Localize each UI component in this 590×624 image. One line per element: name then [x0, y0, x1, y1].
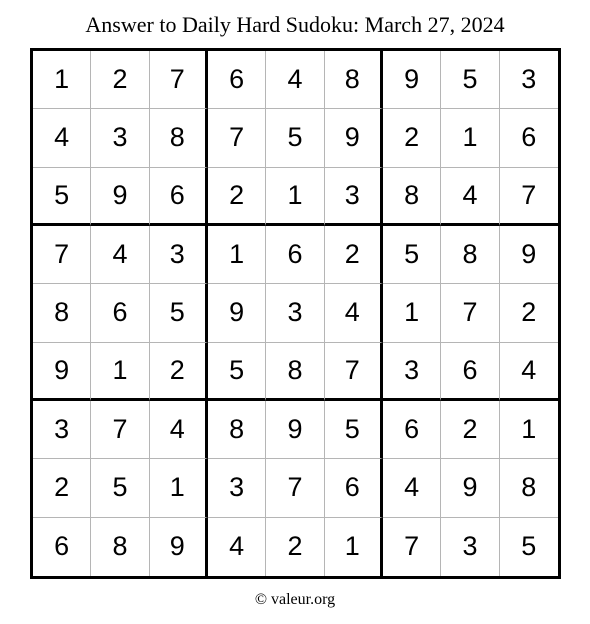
sudoku-cell-r1-c8: 5: [441, 51, 499, 109]
sudoku-cell-r7-c9: 1: [500, 401, 558, 459]
sudoku-cell-r8-c6: 6: [325, 459, 383, 517]
sudoku-cell-r8-c1: 2: [33, 459, 91, 517]
sudoku-cell-r6-c3: 2: [150, 343, 208, 401]
sudoku-cell-r3-c6: 3: [325, 168, 383, 226]
sudoku-cell-r2-c5: 5: [266, 109, 324, 167]
sudoku-cell-r8-c3: 1: [150, 459, 208, 517]
sudoku-cell-r3-c8: 4: [441, 168, 499, 226]
sudoku-cell-r5-c2: 6: [91, 284, 149, 342]
sudoku-cell-r3-c7: 8: [383, 168, 441, 226]
sudoku-cell-r6-c4: 5: [208, 343, 266, 401]
sudoku-cell-r9-c8: 3: [441, 518, 499, 576]
sudoku-cell-r8-c9: 8: [500, 459, 558, 517]
sudoku-cell-r9-c7: 7: [383, 518, 441, 576]
sudoku-cell-r1-c5: 4: [266, 51, 324, 109]
sudoku-cell-r5-c7: 1: [383, 284, 441, 342]
sudoku-cell-r6-c8: 6: [441, 343, 499, 401]
sudoku-cell-r2-c1: 4: [33, 109, 91, 167]
sudoku-cell-r1-c1: 1: [33, 51, 91, 109]
sudoku-cell-r2-c6: 9: [325, 109, 383, 167]
sudoku-cell-r8-c4: 3: [208, 459, 266, 517]
sudoku-cell-r5-c3: 5: [150, 284, 208, 342]
sudoku-cell-r1-c3: 7: [150, 51, 208, 109]
sudoku-cell-r1-c6: 8: [325, 51, 383, 109]
sudoku-cell-r2-c4: 7: [208, 109, 266, 167]
sudoku-cell-r2-c7: 2: [383, 109, 441, 167]
sudoku-cell-r7-c5: 9: [266, 401, 324, 459]
sudoku-cell-r4-c2: 4: [91, 226, 149, 284]
sudoku-cell-r3-c2: 9: [91, 168, 149, 226]
sudoku-cell-r5-c6: 4: [325, 284, 383, 342]
sudoku-cell-r4-c1: 7: [33, 226, 91, 284]
sudoku-cell-r2-c3: 8: [150, 109, 208, 167]
sudoku-cell-r1-c4: 6: [208, 51, 266, 109]
sudoku-cell-r5-c1: 8: [33, 284, 91, 342]
sudoku-cell-r1-c9: 3: [500, 51, 558, 109]
sudoku-cell-r9-c9: 5: [521, 531, 537, 562]
sudoku-cell-r6-c5: 8: [266, 343, 324, 401]
sudoku-cell-r4-c4: 1: [208, 226, 266, 284]
sudoku-cell-r2-c2: 3: [91, 109, 149, 167]
sudoku-cell-r2-c9: 6: [500, 109, 558, 167]
sudoku-cell-r4-c7: 5: [383, 226, 441, 284]
sudoku-cell-r7-c1: 3: [33, 401, 91, 459]
sudoku-cell-r8-c2: 5: [91, 459, 149, 517]
sudoku-cell-r3-c1: 5: [33, 168, 91, 226]
sudoku-cell-r4-c8: 8: [441, 226, 499, 284]
sudoku-cell-r1-c7: 9: [383, 51, 441, 109]
sudoku-cell-r5-c9: 2: [500, 284, 558, 342]
sudoku-cell-r9-c3: 9: [150, 518, 208, 576]
sudoku-cell-r6-c2: 1: [91, 343, 149, 401]
sudoku-cell-r4-c9: 9: [500, 226, 558, 284]
sudoku-cell-r3-c5: 1: [266, 168, 324, 226]
sudoku-cell-r9-c6: 1: [325, 518, 383, 576]
sudoku-grid: [30, 48, 561, 579]
page-title: Answer to Daily Hard Sudoku: March 27, 2024: [85, 12, 505, 37]
sudoku-cell-r7-c8: 2: [441, 401, 499, 459]
sudoku-cell-r2-c8: 1: [441, 109, 499, 167]
sudoku-cell-r1-c2: 2: [91, 51, 149, 109]
sudoku-cell-r7-c6: 5: [325, 401, 383, 459]
sudoku-cell-r7-c7: 6: [383, 401, 441, 459]
sudoku-cell-r6-c7: 3: [383, 343, 441, 401]
sudoku-cell-r7-c4: 8: [208, 401, 266, 459]
sudoku-cell-r9-c1: 6: [33, 518, 91, 576]
sudoku-cell-r5-c5: 3: [266, 284, 324, 342]
sudoku-cell-r4-c6: 2: [325, 226, 383, 284]
sudoku-cell-r8-c5: 7: [266, 459, 324, 517]
sudoku-cell-r9-c5: 2: [266, 518, 324, 576]
sudoku-cell-r5-c4: 9: [208, 284, 266, 342]
sudoku-cell-r3-c3: 6: [150, 168, 208, 226]
sudoku-cell-r6-c6: 7: [325, 343, 383, 401]
sudoku-cell-r9-c4: 4: [208, 518, 266, 576]
sudoku-cell-r5-c8: 7: [441, 284, 499, 342]
sudoku-cell-r3-c9: 7: [500, 168, 558, 226]
sudoku-cell-r8-c8: 9: [441, 459, 499, 517]
sudoku-cell-r6-c9: 4: [500, 343, 558, 401]
sudoku-cell-r7-c3: 4: [150, 401, 208, 459]
sudoku-cell-r8-c7: 4: [383, 459, 441, 517]
sudoku-cell-r6-c1: 9: [33, 343, 91, 401]
sudoku-cell-r3-c4: 2: [208, 168, 266, 226]
sudoku-cell-r4-c5: 6: [266, 226, 324, 284]
sudoku-cell-r4-c3: 3: [150, 226, 208, 284]
sudoku-cell-r9-c2: 8: [91, 518, 149, 576]
copyright-footer: © valeur.org: [254, 591, 336, 608]
sudoku-cell-r7-c2: 7: [91, 401, 149, 459]
